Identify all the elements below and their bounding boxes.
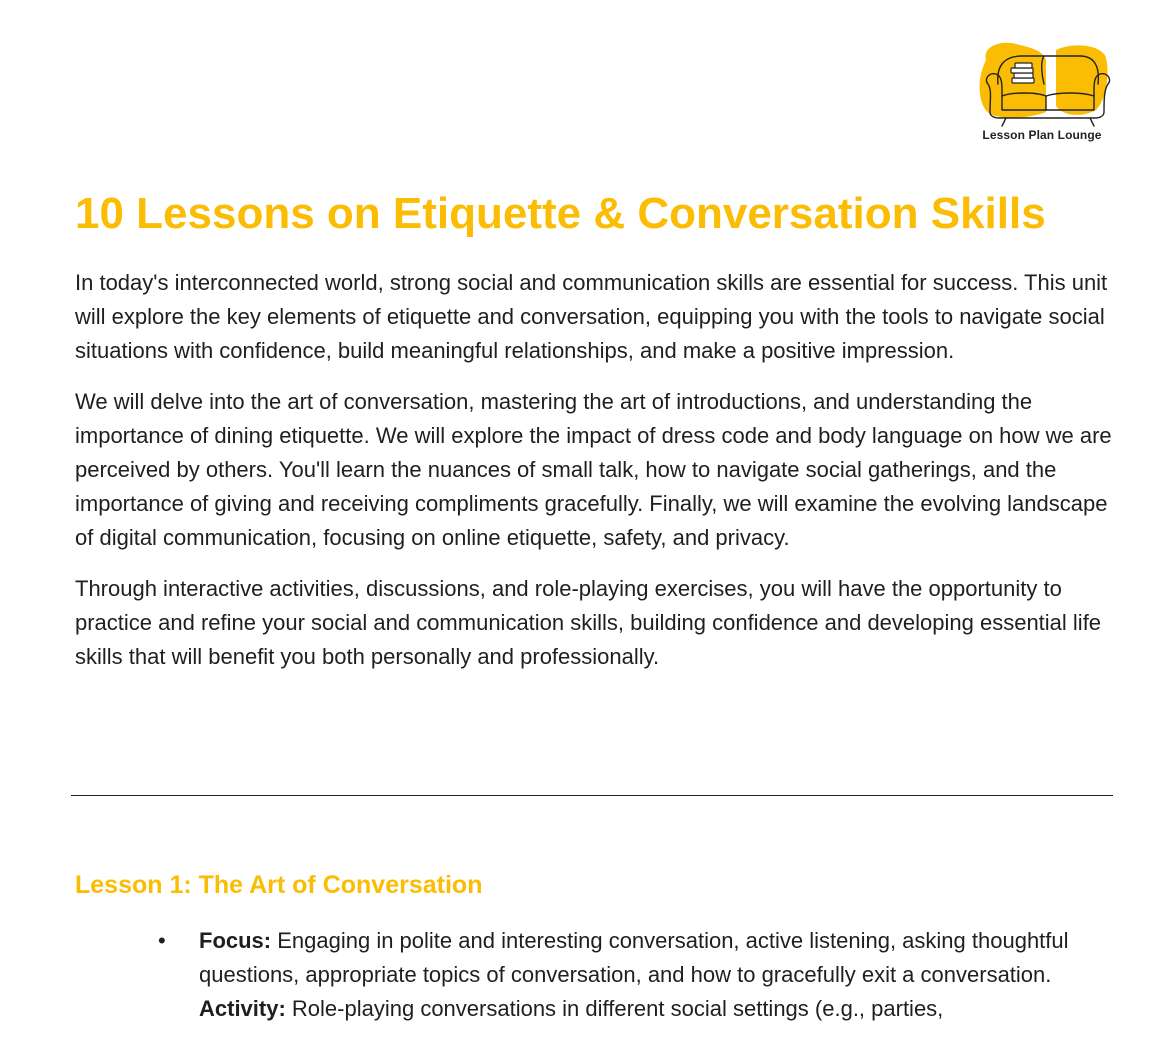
lesson-heading: Lesson 1: The Art of Conversation <box>75 871 483 899</box>
item-label: Focus: <box>199 928 278 953</box>
item-label: Activity: <box>199 996 292 1021</box>
brand-logo <box>972 40 1112 146</box>
item-text: Role-playing conversations in different social settings (e.g., parties, <box>291 996 944 1021</box>
sofa-with-books-icon <box>972 40 1112 130</box>
intro-paragraph: Through interactive activities, discussions, and role-playing exercises, you will have the opportunity to practice and refine your social and communication skills, building confidence and developing essential life skills that will benefit you both personally and professionally. <box>75 576 1102 669</box>
intro-paragraph: In today's interconnected world, strong social and communication skills are essential for success. This unit will explore the key elements of etiquette and conversation, equipping you with the tools to navigate social situations with confidence, build meaningful relationships, and make a positive impression. <box>75 270 1108 363</box>
intro-section <box>75 266 1115 691</box>
page-title: 10 Lessons on Etiquette & Conversation Skills <box>75 189 1046 238</box>
list-item <box>199 992 1089 1026</box>
bullet-icon: • <box>158 928 166 953</box>
intro-paragraph: We will delve into the art of conversation, mastering the art of introductions, and understanding the importance of dining etiquette. We will explore the impact of dress code and body language on how we are perceived by others. You'll learn the nuances of small talk, how to navigate social gatherings, and the importance of giving and receiving compliments gracefully. Finally, we will examine the evolving landscape of digital communication, focusing on online etiquette, safety, and privacy. <box>75 389 1112 550</box>
list-item <box>158 924 1089 992</box>
section-divider <box>71 795 1113 796</box>
item-text: Engaging in polite and interesting conversation, active listening, asking thoughtful questions, appropriate topics of conversation, and how to gracefully exit a conversation. <box>199 928 1069 987</box>
logo-text: Lesson Plan Lounge <box>982 128 1102 142</box>
lesson-details-list <box>158 924 1089 1026</box>
